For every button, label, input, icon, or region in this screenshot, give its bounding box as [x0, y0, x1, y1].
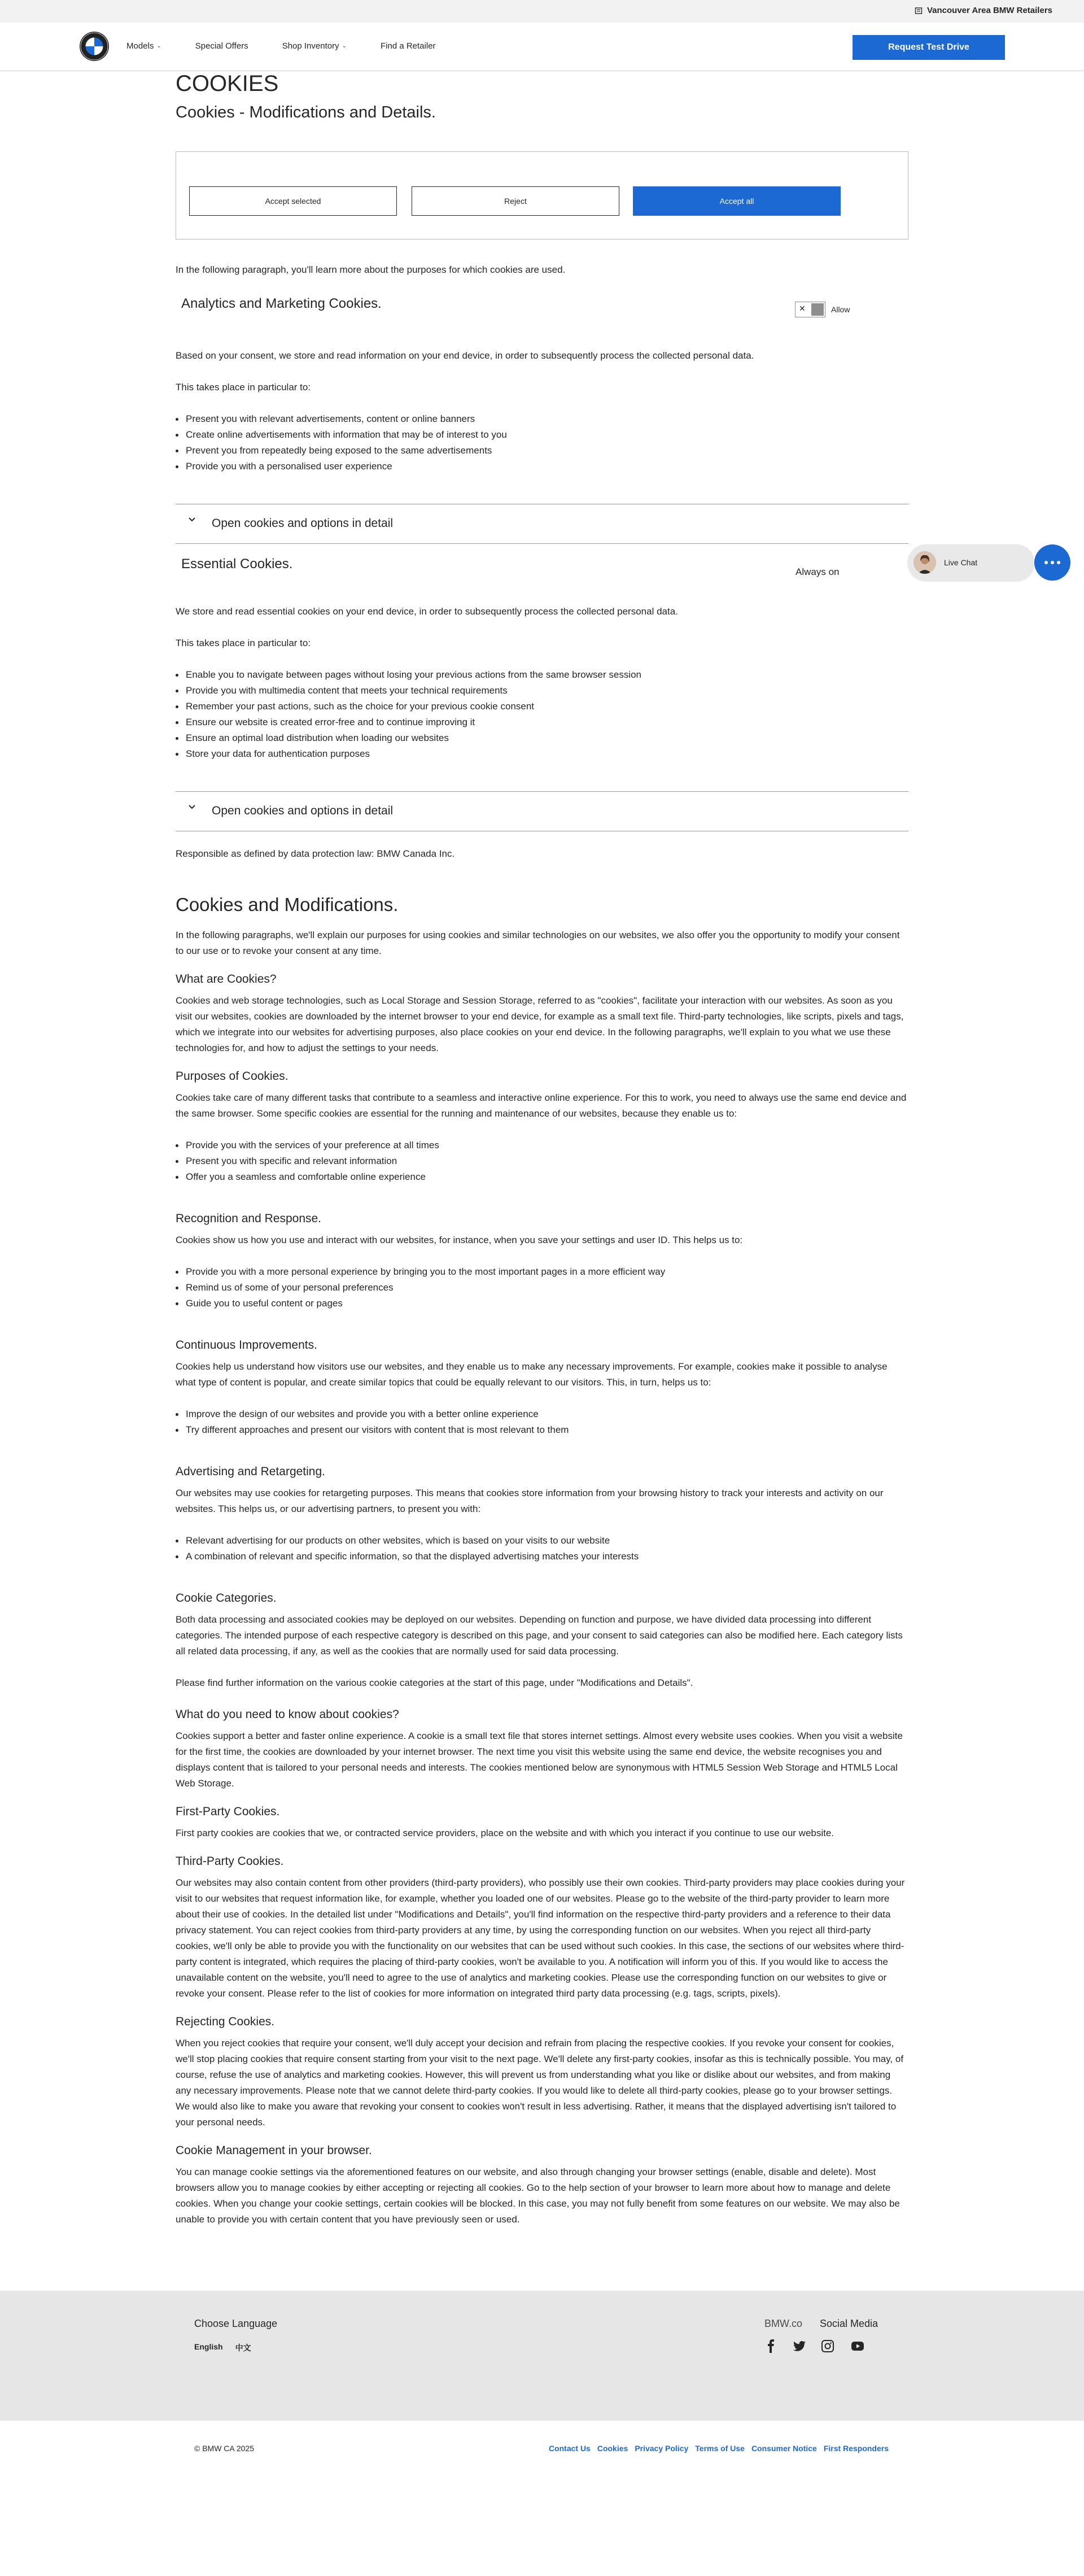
responsible-text: Responsible as defined by data protection law: BMW Canada Inc. — [176, 848, 455, 859]
analytics-list — [176, 411, 908, 474]
rejecting-title: Rejecting Cookies. — [176, 2015, 275, 2028]
reject-button[interactable]: Reject — [412, 186, 619, 216]
page-title: COOKIES — [176, 71, 279, 96]
recognition-list — [176, 1264, 908, 1311]
recognition-text: Cookies show us how you use and interact with our websites, for instance, when you save your settings and user ID. This helps us to: — [176, 1235, 743, 1245]
choose-language-title: Choose Language — [194, 2318, 278, 2329]
live-chat-pill[interactable] — [908, 544, 1034, 581]
list-item: Provide you with the services of your preference at all times — [176, 1137, 908, 1153]
list-item: Provide you with a more personal experience by bringing you to the most important pages in a more efficient way — [176, 1264, 908, 1280]
accept-selected-button[interactable]: Accept selected — [189, 186, 397, 216]
privacy-policy-link[interactable]: Privacy Policy — [635, 2444, 689, 2453]
analytics-accordion[interactable] — [176, 504, 908, 544]
list-item: Remember your past actions, such as the choice for your previous cookie consent — [176, 699, 908, 714]
modifications-title: Cookies and Modifications. — [176, 894, 399, 915]
facebook-icon[interactable] — [764, 2339, 778, 2353]
essential-list — [176, 667, 908, 762]
chat-menu-button[interactable] — [1034, 544, 1070, 581]
legal-links — [549, 2444, 889, 2453]
list-item: Provide you with a personalised user experience — [176, 459, 908, 474]
terms-of-use-link[interactable]: Terms of Use — [695, 2444, 745, 2453]
accept-all-button[interactable]: Accept all — [633, 186, 841, 216]
nav-shop-inventory[interactable] — [282, 41, 347, 51]
first-responders-link[interactable]: First Responders — [823, 2444, 889, 2453]
main-content — [176, 71, 908, 2228]
language-list — [194, 2342, 251, 2353]
dot-icon — [1057, 561, 1060, 564]
list-item: Guide you to useful content or pages — [176, 1296, 908, 1311]
third-party-text: Our websites may also contain content from other providers (third-party providers), who possibly use their own cookies. Third-party providers may place cookies during your visit to our websites that request information like, for example, whether you loaded one of our websites. Please go to the website of the third-party provider to learn more about their use of cookies. In the detailed list under "Modifications and Details", you'll find information on the respective third-party providers and a reference to their data privacy statement. You can reject cookies from third-party providers at any time, by using the corresponding function on our websites. When you reject all third-party cookies, we'll only be able to provide you with the functionality on our websites that can be used without such cookies. In this case, the sections of our websites where third-party content is integrated, which requires the placing of third-party cookies, won't be available to you. A notification will inform you of this. If you would like to access the unavailable content on the website, you'll need to agree to the use of analytics and marketing cookies. Please use the corresponding function on our websites to give or revoke your consent. Please refer to the list of cookies for more information on integrated third party data processing (e.g. tags, scripts, pixels). — [176, 1877, 905, 1999]
main-nav — [126, 41, 470, 51]
first-party-title: First-Party Cookies. — [176, 1805, 280, 1818]
contact-us-link[interactable]: Contact Us — [548, 2444, 591, 2453]
bmw-logo[interactable] — [79, 31, 110, 62]
purposes-list — [176, 1137, 908, 1185]
agent-avatar — [913, 551, 936, 574]
request-test-drive-button[interactable]: Request Test Drive — [853, 35, 1005, 60]
always-on-label: Always on — [795, 566, 840, 577]
need-to-know-text: Cookies support a better and faster online experience. A cookie is a small text file that stores internet settings. Almost every website uses cookies. When you visit a website for the first time, the cookies are downloaded by your internet browser. The next time you visit this website using the same end device, the website recognises you and displays content that is tailored to your personal needs and interests. The cookies mentioned below are synonymous with HTML5 Session Web Storage and HTML5 Local Web Storage. — [176, 1731, 903, 1789]
what-are-cookies-text: Cookies and web storage technologies, such as Local Storage and Session Storage, referred to as "cookies", facilitate your interaction with our websites. As soon as you visit our websites, cookies are downloaded by the internet browser to your end device, for example as a small text file. Third-party technologies, like scripts, pixels and tags, which we integrate into our websites for advertising purposes, also place cookies on your end device. In the following paragraphs, we'll explain to you what we use these technologies for, and how to adjust the settings to your needs. — [176, 995, 904, 1053]
language-chinese[interactable]: 中文 — [235, 2343, 251, 2352]
social-icons — [764, 2339, 866, 2353]
nav-special-offers-label: Special Offers — [195, 41, 248, 51]
purposes-text: Cookies take care of many different tasks that contribute to a seamless and interactive online experience. For this to work, you need to always use the same end device and the same browser. Some specific cookies are essential for the running and maintenance of our websites, because they enable us to: — [176, 1092, 907, 1119]
language-english[interactable]: English — [194, 2342, 223, 2351]
legal-bar — [0, 2421, 1084, 2576]
continuous-title: Continuous Improvements. — [176, 1339, 317, 1352]
dot-icon — [1044, 561, 1048, 564]
social-media-title: Social Media — [820, 2318, 878, 2329]
list-item: Relevant advertising for our products on other websites, which is based on your visits to our website — [176, 1533, 908, 1549]
essential-accordion[interactable] — [176, 791, 908, 831]
third-party-title: Third-Party Cookies. — [176, 1855, 284, 1868]
first-party-text: First party cookies are cookies that we, or contracted service providers, place on the website and with which you interact if you continue to use our website. — [176, 1828, 834, 1838]
nav-special-offers[interactable] — [195, 41, 248, 51]
consent-actions — [176, 151, 908, 239]
list-item: Ensure our website is created error-free and to continue improving it — [176, 714, 908, 730]
essential-section-header — [176, 547, 908, 581]
cookies-lead-text: In the following paragraph, you'll learn more about the purposes for which cookies are used. — [176, 264, 566, 275]
chevron-down-icon — [188, 516, 196, 524]
advertising-list — [176, 1533, 908, 1564]
essential-title: Essential Cookies. — [181, 556, 293, 572]
live-chat-label: Live Chat — [944, 558, 978, 567]
list-item: Improve the design of our websites and provide you with a better online experience — [176, 1406, 908, 1422]
advertising-text: Our websites may use cookies for retargeting purposes. This means that cookies store information from your browsing history to track your interests and activity on our websites. This helps us, or our advertising partners, to present you with: — [176, 1488, 884, 1514]
retailer-selector[interactable] — [915, 6, 1052, 15]
nav-models-label: Models — [126, 41, 154, 51]
categories-title: Cookie Categories. — [176, 1592, 277, 1605]
chevron-down-icon — [188, 803, 196, 811]
categories-text-2: Please find further information on the various cookie categories at the start of this page, under "Modifications and Details". — [176, 1677, 693, 1688]
consumer-notice-link[interactable]: Consumer Notice — [751, 2444, 817, 2453]
continuous-text: Cookies help us understand how visitors use our websites, and they enable us to make any necessary improvements. For example, cookies make it possible to analyse what type of content is popular, and create similar topics that could be equally relevant to our visitors. This, in turn, helps us to: — [176, 1361, 888, 1388]
analytics-section-header — [176, 290, 908, 324]
chevron-down-icon: ⌄ — [156, 43, 161, 49]
analytics-title: Analytics and Marketing Cookies. — [181, 296, 382, 311]
management-text: You can manage cookie settings via the aforementioned features on our website, and also through changing your browser settings (enable, disable and delete). Most browsers allow you to manage cookies by either accepting or rejecting all cookies. Go to the help section of your browser to learn more about how to manage and delete cookies. When you change your cookie settings, certain cookies will be blocked. In this case, you may not fully benefit from some features on our website. We may also be unable to provide you with certain content that you have previously seen or used. — [176, 2167, 900, 2225]
accordion-label: Open cookies and options in detail — [212, 517, 394, 530]
dot-icon — [1051, 561, 1054, 564]
nav-models[interactable] — [126, 41, 161, 51]
recognition-title: Recognition and Response. — [176, 1212, 322, 1225]
bmwco-link[interactable]: BMW.co — [764, 2318, 803, 2329]
purposes-title: Purposes of Cookies. — [176, 1070, 289, 1083]
cookies-link[interactable]: Cookies — [597, 2444, 628, 2453]
management-title: Cookie Management in your browser. — [176, 2144, 372, 2157]
toggle-label: Allow — [831, 305, 850, 314]
what-are-cookies-title: What are Cookies? — [176, 973, 277, 986]
essential-paragraph: We store and read essential cookies on your end device, in order to subsequently process the collected personal data. — [176, 606, 678, 617]
list-item: Remind us of some of your personal preferences — [176, 1280, 908, 1296]
analytics-paragraph: Based on your consent, we store and read information on your end device, in order to subsequently process the collected personal data. — [176, 350, 754, 361]
need-to-know-title: What do you need to know about cookies? — [176, 1708, 399, 1721]
list-item: Offer you a seamless and comfortable online experience — [176, 1169, 908, 1185]
continuous-list — [176, 1406, 908, 1438]
rejecting-text: When you reject cookies that require your consent, we'll duly accept your decision and refrain from placing the respective cookies. If you revoke your consent for cookies, we'll stop placing cookies that require consent starting from your visit to the next page. We'll delete any first-party cookies, insofar as this is technically possible. You may, of course, refuse the use of analytics and marketing cookies. However, this will prevent us from understanding what you like or dislike about our websites, and from making any necessary improvements. Please note that we cannot delete third-party cookies. If you would like to delete all third-party cookies, please go to your browser settings. We would also like to make you aware that revoking your consent to cookies won't result in less advertising. Rather, it means that the displayed advertising isn't tailored to your personal needs. — [176, 2038, 904, 2128]
essential-paragraph-2: This takes place in particular to: — [176, 638, 311, 648]
list-item: Try different approaches and present our visitors with content that is most relevant to them — [176, 1422, 908, 1438]
list-item: Present you with specific and relevant information — [176, 1153, 908, 1169]
list-item: Provide you with multimedia content that meets your technical requirements — [176, 683, 908, 699]
list-item: Enable you to navigate between pages without losing your previous actions from the same browser session — [176, 667, 908, 683]
chevron-down-icon: ⌄ — [342, 43, 347, 49]
categories-text: Both data processing and associated cookies may be deployed on our websites. Depending on function and purpose, we have divided data processing into different categories. The intended purpose of each respective category is described on this page, and your consent to said categories can also be modified here. Each category lists all related data processing, if any, as well as the cookies that are normally used for said data processing. — [176, 1614, 903, 1657]
footer — [0, 2291, 1084, 2421]
instagram-icon[interactable] — [821, 2339, 834, 2353]
accordion-label: Open cookies and options in detail — [212, 804, 394, 817]
list-item: Present you with relevant advertisements, content or online banners — [176, 411, 908, 427]
retailer-label: Vancouver Area BMW Retailers — [926, 6, 1052, 15]
nav-find-retailer[interactable] — [381, 41, 436, 51]
close-icon: ✕ — [799, 304, 806, 313]
modifications-intro: In the following paragraphs, we'll explain our purposes for using cookies and similar technologies on our websites, we also offer you the opportunity to modify your consent to our use or to revoke your consent at any time. — [176, 930, 900, 956]
nav-shop-inventory-label: Shop Inventory — [282, 41, 339, 51]
copyright: © BMW CA 2025 — [194, 2444, 255, 2453]
list-item: Store your data for authentication purposes — [176, 746, 908, 762]
toggle-track[interactable] — [795, 302, 825, 317]
list-item: Ensure an optimal load distribution when loading our websites — [176, 730, 908, 746]
location-icon — [915, 7, 923, 15]
list-item: A combination of relevant and specific information, so that the displayed advertising matches your interests — [176, 1549, 908, 1564]
nav-find-retailer-label: Find a Retailer — [380, 41, 436, 51]
utility-bar — [0, 0, 1084, 23]
main-header — [0, 23, 1084, 71]
toggle-knob — [811, 303, 824, 316]
advertising-title: Advertising and Retargeting. — [176, 1465, 325, 1478]
analytics-toggle[interactable] — [795, 302, 850, 317]
page-subtitle: Cookies - Modifications and Details. — [176, 103, 436, 121]
youtube-icon[interactable] — [849, 2339, 866, 2353]
list-item: Create online advertisements with information that may be of interest to you — [176, 427, 908, 443]
list-item: Prevent you from repeatedly being exposed to the same advertisements — [176, 443, 908, 459]
twitter-icon[interactable] — [793, 2339, 806, 2353]
analytics-paragraph-2: This takes place in particular to: — [176, 382, 311, 393]
